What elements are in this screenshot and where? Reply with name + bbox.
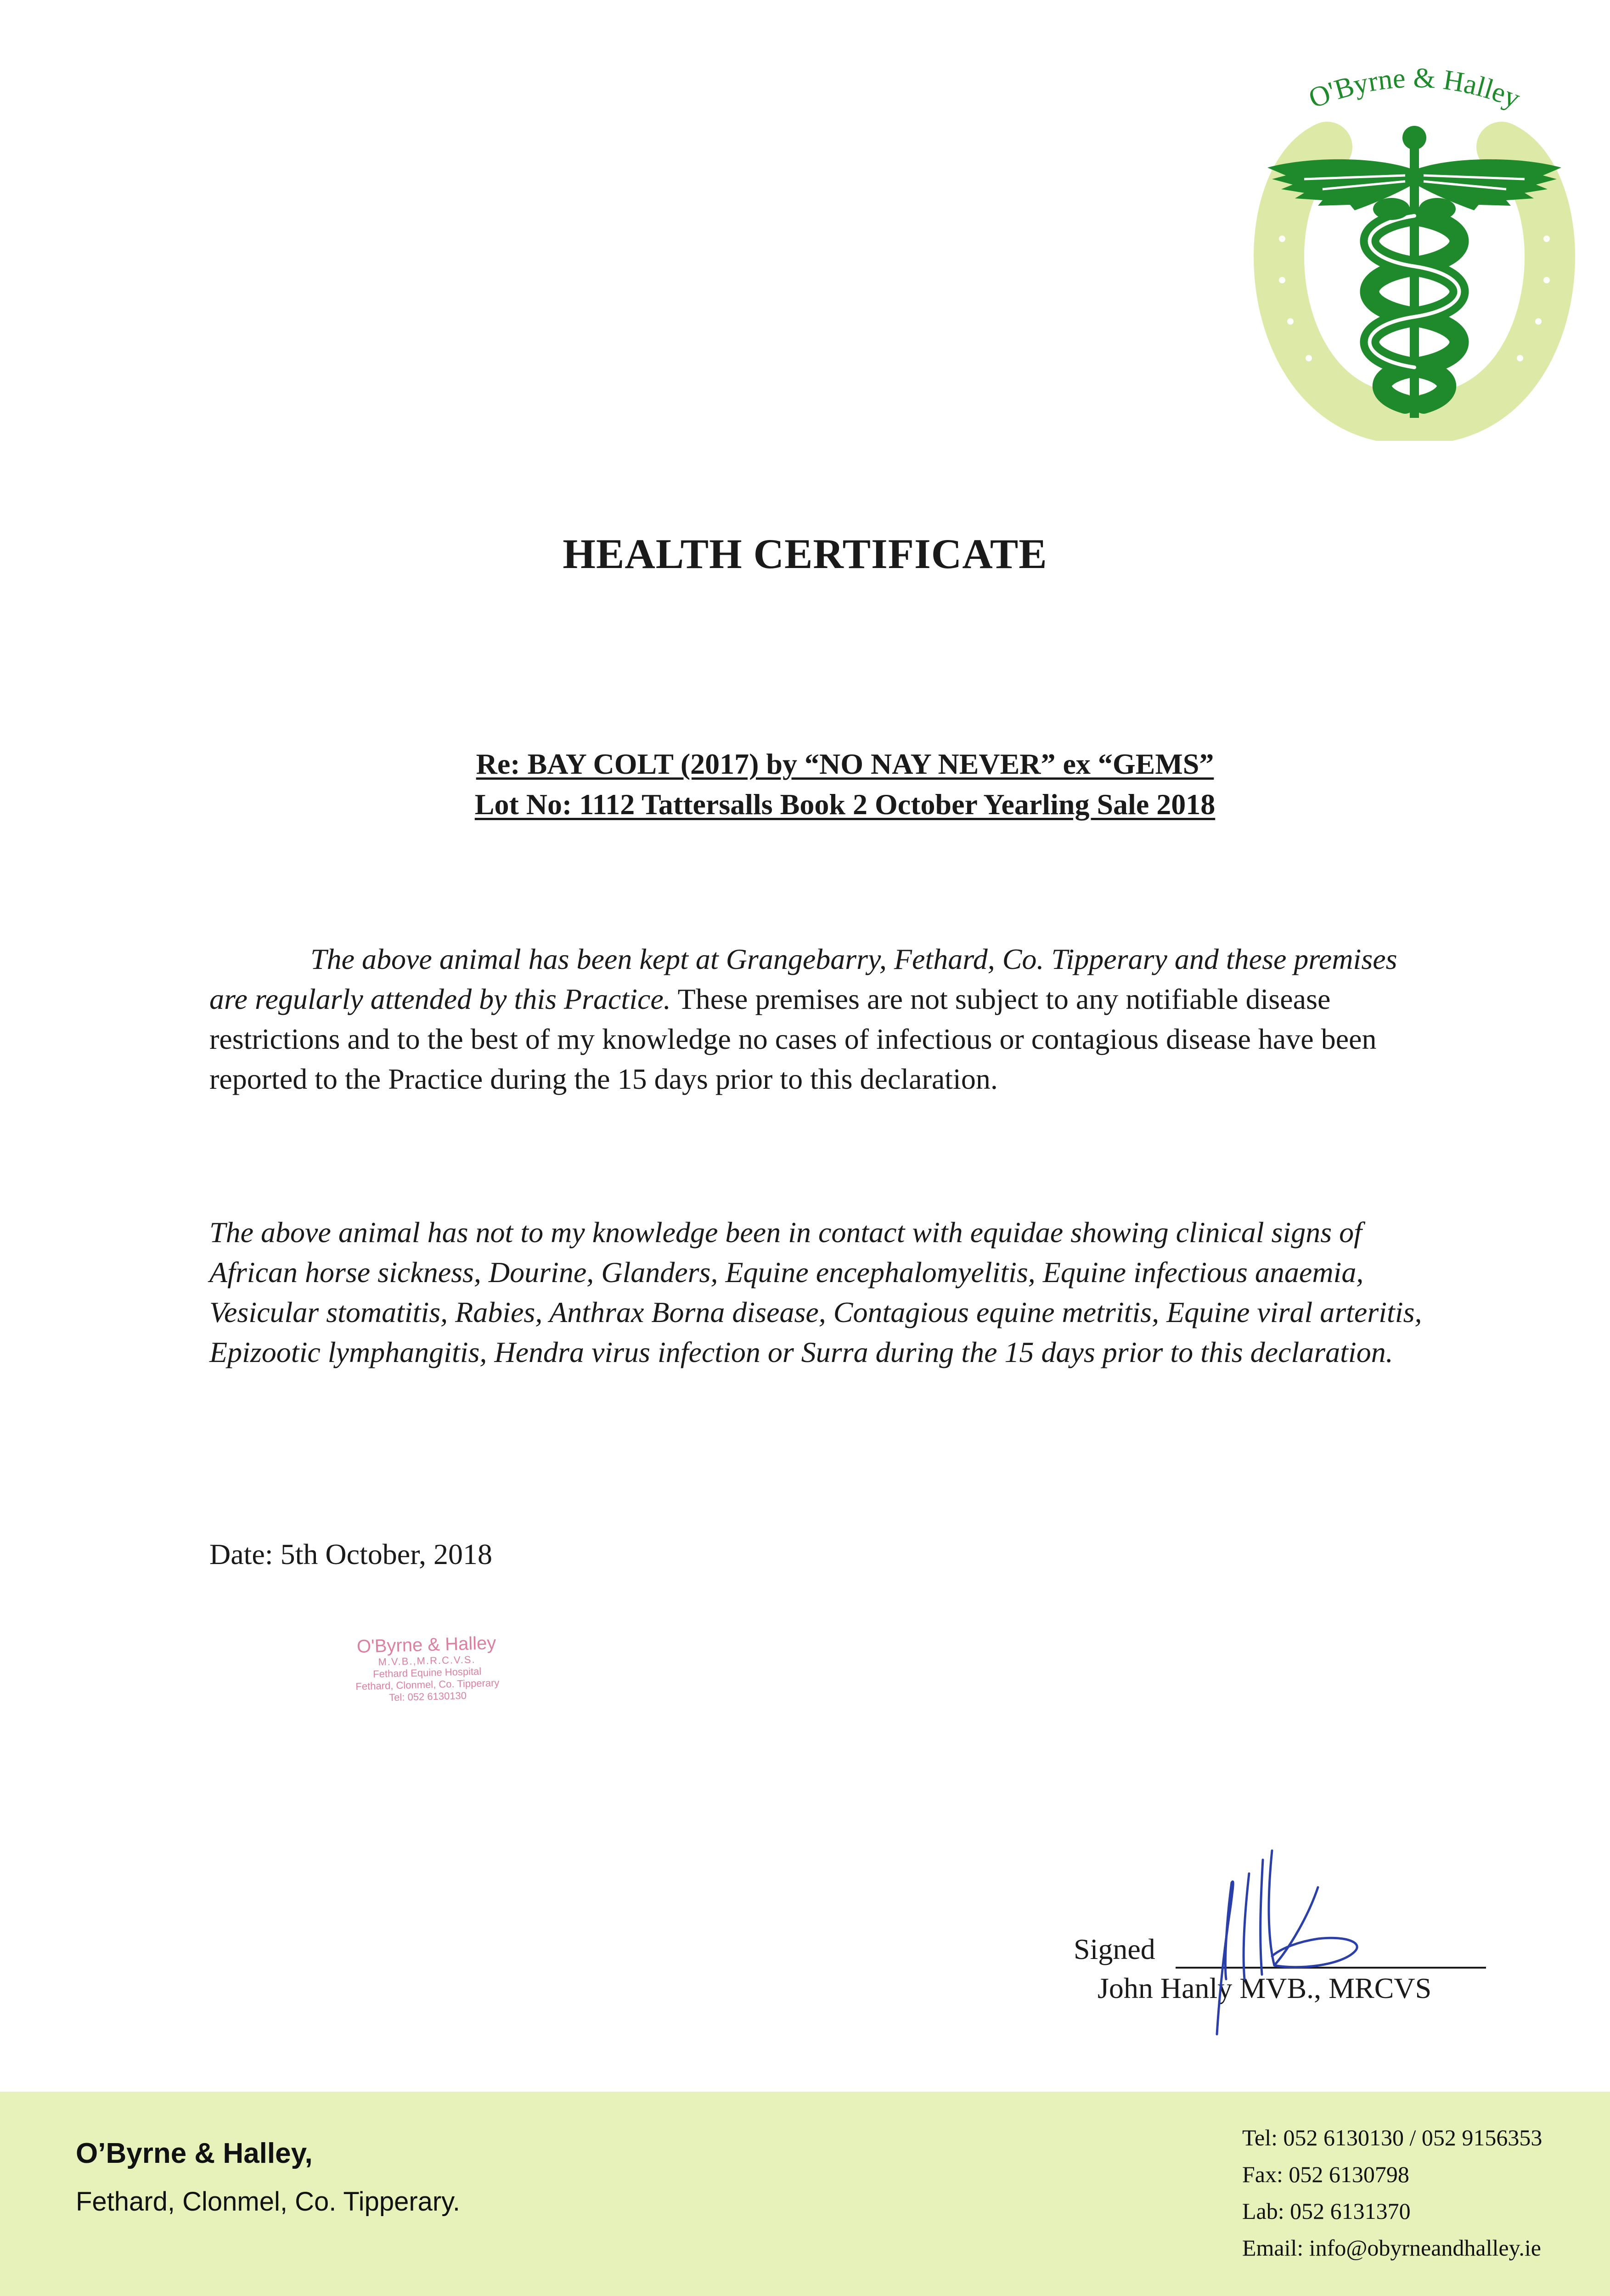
footer-email: Email: info@obyrneandhalley.ie: [1242, 2235, 1541, 2261]
practice-stamp: [321, 1632, 534, 1705]
footer-address: Fethard, Clonmel, Co. Tipperary.: [76, 2187, 461, 2217]
subject-block: [413, 744, 1277, 825]
footer-contact-block: [1242, 2119, 1610, 2266]
premises-normal-text: These premises are not subject to any notifiable disease restrictions and to the best of my knowledge no cases of infectious or contagious disease have been reported to the Practice during the 15 days prior to this declaration.: [209, 983, 1377, 1095]
footer-fax: Fax: 052 6130798: [1242, 2161, 1409, 2187]
stamp-line-1: O'Byrne & Halley: [356, 1633, 496, 1657]
stamp-line-5: Tel: 052 6130130: [388, 1689, 467, 1704]
handwritten-signature-icon: [1180, 1832, 1391, 2043]
certificate-title: HEALTH CERTIFICATE: [563, 530, 1047, 577]
premises-paragraph: [209, 939, 1440, 1099]
caduceus-horseshoe-logo-icon: [1240, 41, 1589, 441]
letterhead-footer: [0, 2092, 1610, 2296]
lot-line: Lot No: 1112 Tattersalls Book 2 October Yearling Sale 2018: [474, 788, 1216, 821]
premises-italic-text: The above animal has been kept at Grangebarry, Fethard, Co. Tipperary and these premises are regularly attended by this Practice.: [209, 943, 1397, 1015]
footer-practice-name: O’Byrne & Halley,: [76, 2138, 313, 2169]
stamp-line-3: Fethard Equine Hospital: [372, 1665, 482, 1680]
signed-label: Signed: [1074, 1933, 1155, 1965]
re-line: Re: BAY COLT (2017) by “NO NAY NEVER” ex “GEMS”: [476, 748, 1214, 780]
stamp-line-4: Fethard, Clonmel, Co. Tipperary: [355, 1677, 500, 1693]
footer-lab: Lab: 052 6131370: [1242, 2198, 1411, 2224]
footer-tel: Tel: 052 6130130 / 052 9156353: [1242, 2125, 1542, 2150]
signer-name: John Hanly MVB., MRCVS: [1098, 1972, 1432, 2004]
svg-text:O'Byrne & Halley: O'Byrne & Halley: [1304, 62, 1525, 115]
stamp-line-2: M.V.B.,M.R.C.V.S.: [378, 1654, 476, 1668]
certificate-date: Date: 5th October, 2018: [209, 1538, 492, 1570]
disease-paragraph: The above animal has not to my knowledge been in contact with equidae showing clinical signs of African horse sickness, Dourine, Glanders, Equine encephalomyelitis, Equine infectious anaemia, Vesicular stomatitis, Rabies, Anthrax Borna disease, Contagious equine metritis, Equine viral arteritis, Epizootic lymphangitis, Hendra virus infection or Surra during the 15 days prior to this declaration.: [209, 1216, 1422, 1368]
